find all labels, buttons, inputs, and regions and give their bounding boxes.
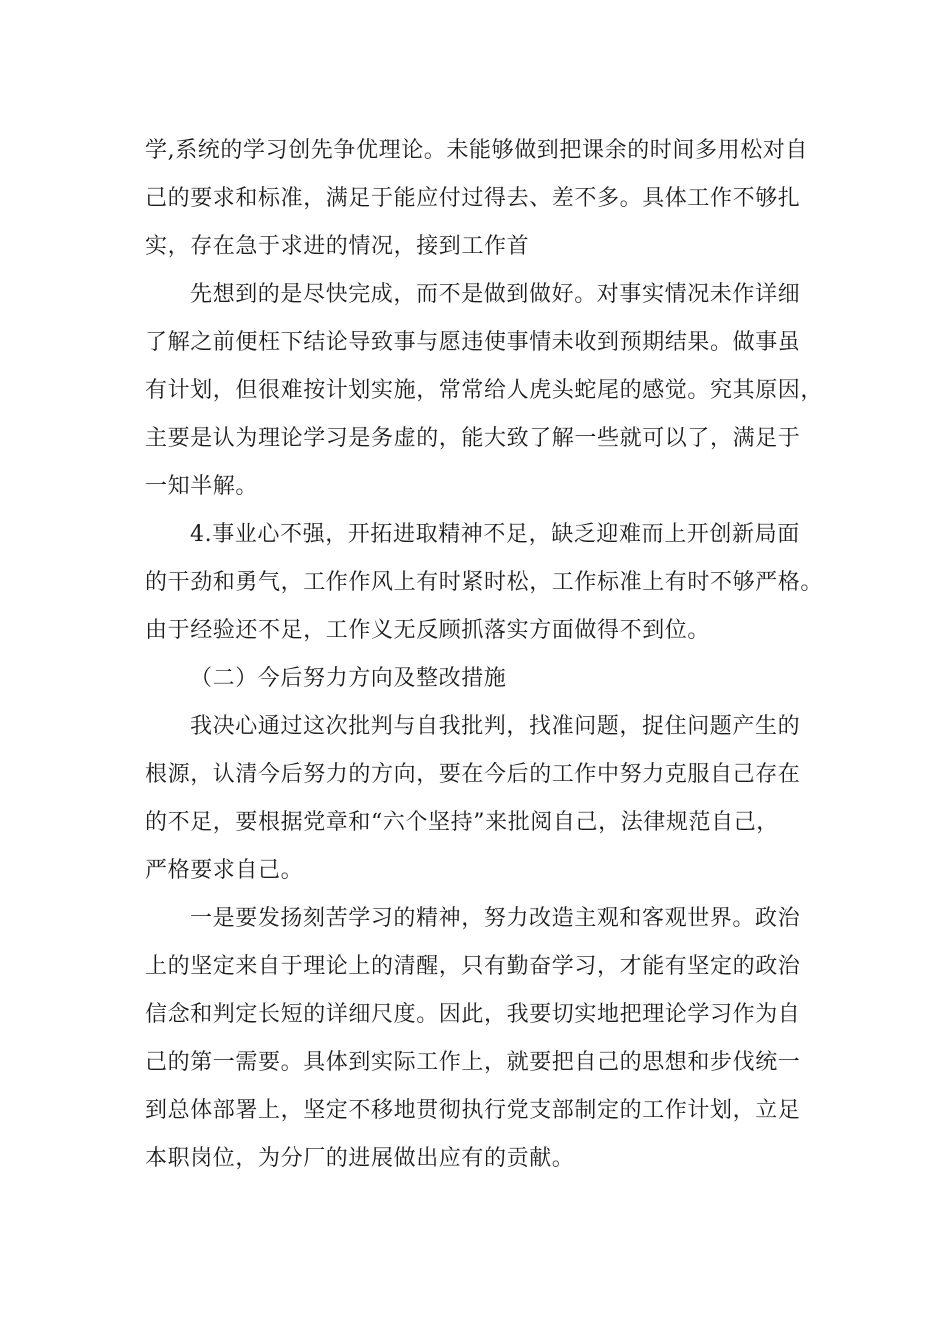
text-line: 了解之前便枉下结论导致事与愿违使事情未收到预期结果。做事虽 [145,330,801,355]
numbered-item-line: 4.事业心不强，开拓进取精神不足，缺乏迎难而上开创新局面 [190,522,800,547]
text-line: 严格要求自己。 [145,858,304,883]
text-line: 上的坚定来自于理论上的清醒，只有勤奋学习，才能有坚定的政治 [145,954,801,979]
text-line: 本职岗位，为分厂的进展做出应有的贡献。 [145,1146,575,1171]
text-line: 己的要求和标准，满足于能应付过得去、差不多。具体工作不够扎 [145,186,801,211]
text-line: 到总体部署上，坚定不移地贯彻执行党支部制定的工作计划，立足 [145,1098,801,1123]
text-line: 根源，认清今后努力的方向，要在今后的工作中努力克服自己存在 [145,762,801,787]
text-line: 己的第一需要。具体到实际工作上，就要把自己的思想和步伐统一 [145,1050,801,1075]
text-line: 学,系统的学习创先争优理论。未能够做到把课余的时间多用松对自 [145,138,808,163]
paragraph-start-line: 先想到的是尽快完成，而不是做到做好。对事实情况未作详细 [190,282,801,307]
paragraph-start-line: 我决心通过这次批判与自我批判，找准问题，捉住问题产生的 [190,714,801,739]
text-line: 有计划，但很难按计划实施，常常给人虎头蛇尾的感觉。究其原因， [145,378,824,403]
paragraph-start-line: 一是要发扬刻苦学习的精神，努力改造主观和客观世界。政治 [190,906,801,931]
text-line: 主要是认为理论学习是务虚的，能大致了解一些就可以了，满足于 [145,426,801,451]
text-line: 实，存在急于求进的情况，接到工作首 [145,234,530,259]
text-line: 的干劲和勇气，工作作风上有时紧时松，工作标准上有时不够严格。 [145,570,824,595]
text-line: 的不足，要根据党章和“六个坚持”来批阅自己，法律规范自己， [145,810,779,835]
section-heading: （二）今后努力方向及整改措施 [190,666,507,691]
text-line: 一知半解。 [145,474,259,499]
text-line: 由于经验还不足，工作义无反顾抓落实方面做得不到位。 [145,618,711,643]
text-line: 信念和判定长短的详细尺度。因此，我要切实地把理论学习作为自 [145,1002,801,1027]
